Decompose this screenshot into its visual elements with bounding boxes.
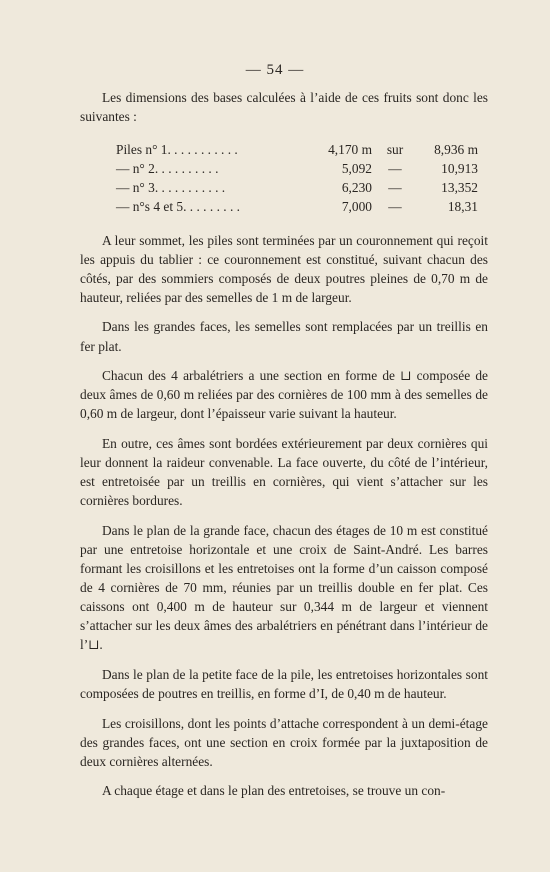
paragraph: Dans le plan de la grande face, chacun des étages de 10 m est constitué par une entretoise horizontale et une croix de Saint-André. Les barres formant les croisillons et les entretoises ont la forme d’un caisson composé de 4 cornières de 70 mm, réunies par un treillis double en fer plat. Ces caissons ont 0,400 m de hauteur sur 0,344 m de largeur et viennent s’attacher sur les deux âmes des arbalétriers en pénétrant dans l’intérieur de l’⊔.: [80, 522, 488, 653]
row-label: Piles n° 1. . . . . . . . . . .: [116, 142, 238, 158]
row-label: — n° 3. . . . . . . . . . .: [116, 180, 226, 196]
row-value-b: 10,913: [441, 161, 478, 177]
paragraph: Dans le plan de la petite face de la pile, les entretoises horizontales sont composées de poutres en treillis, en forme d’I, de 0,40 m de hauteur.: [80, 666, 488, 702]
intro-paragraph: Les dimensions des bases calculées à l’aide de ces fruits sont donc les suivantes :: [80, 90, 488, 125]
row-label: — n° 2. . . . . . . . . .: [116, 161, 219, 177]
table-row: [116, 159, 488, 178]
row-value-b: 13,352: [441, 180, 478, 196]
row-value-b: 18,31: [447, 199, 478, 215]
row-separator: sur: [386, 142, 404, 158]
row-label: — n°s 4 et 5. . . . . . . . .: [116, 199, 241, 215]
row-value-a: 5,092: [341, 161, 372, 177]
row-value-a: 7,000: [341, 199, 372, 215]
table-row: [116, 140, 488, 159]
paragraph: En outre, ces âmes sont bordées extérieurement par deux cornières qui leur donnent la raideur convenable. La face ouverte, du côté de l’intérieur, est entretoisée par un treillis en cornières, qui vient s’attacher sur les cornières bordures.: [80, 435, 488, 509]
paragraph: Les croisillons, dont les points d’attache correspondent à un demi-étage des grandes faces, ont une section en croix formée par la juxtaposition de deux cornières alternées.: [80, 715, 488, 769]
dimensions-table: [116, 140, 488, 216]
row-value-a: 6,230: [341, 180, 372, 196]
table-row: [116, 178, 488, 197]
row-separator: —: [388, 161, 402, 177]
paragraph: A leur sommet, les piles sont terminées par un couronnement qui reçoit les appuis du tablier : ce couronnement est constitué, suivant chacun des côtés, par des sommiers composés de deux poutres pleines de 0,70 m de hauteur, reliées par des semelles de 1 m de largeur.: [80, 232, 488, 305]
paragraph: A chaque étage et dans le plan des entretoises, se trouve un con-: [102, 783, 446, 799]
paragraph: Chacun des 4 arbalétriers a une section en forme de ⊔ composée de deux âmes de 0,60 m reliées par des cornières de 100 mm à des semelles de 0,60 m de largeur, dont l’épaisseur varie suivant la hauteur.: [80, 368, 488, 422]
row-value-b: 8,936 m: [434, 142, 478, 158]
paragraph: Dans les grandes faces, les semelles sont remplacées par un treillis en fer plat.: [80, 319, 488, 354]
body-text: [80, 88, 488, 811]
row-value-a: 4,170 m: [328, 142, 372, 158]
row-separator: —: [388, 199, 402, 215]
table-row: [116, 197, 488, 216]
page-number: — 54 —: [245, 62, 305, 78]
row-separator: —: [388, 180, 402, 196]
